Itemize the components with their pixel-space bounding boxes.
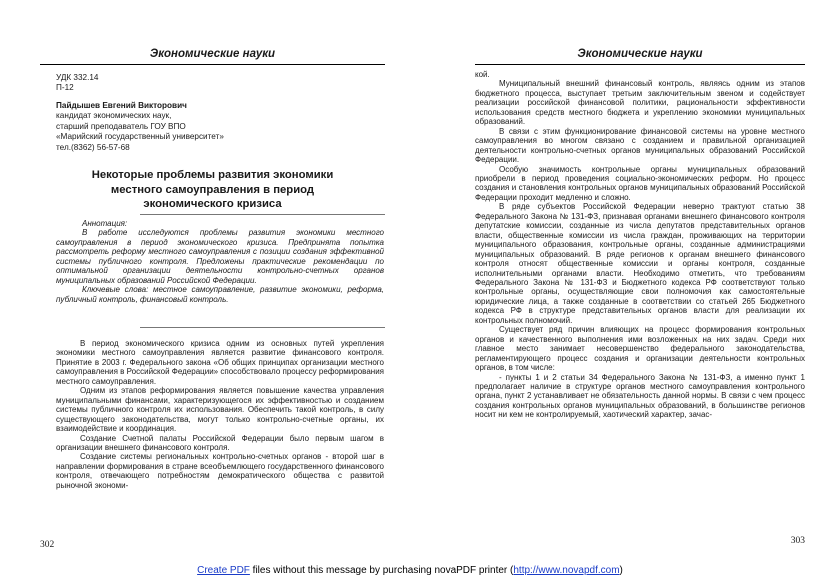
paragraph: Особую значимость контрольные органы муниципальных образований приобрели в период проведения социально-экономических реформ. Но процесс создания и становления контрольных органов муниципальных образований Российской Федерации проходит медленно и сложно. <box>475 164 805 202</box>
paragraph: Одним из этапов реформирования является повышение качества управления муниципальными финансами, характеризующегося их эффективностью и созданием системы публичного контроля их использования. Обеспечить такой контроль, в силу существующего законодательства, могут только контрольно-счетные органы, их взаимодействие и координация. <box>56 386 384 434</box>
paragraph: В связи с этим функционирование финансовой системы на уровне местного самоуправления во многом связано с созданием и правильной организацией деятельности контрольно-счетных органов муниципальных образований Российской Федерации. <box>475 126 805 165</box>
author-block <box>56 101 224 153</box>
author-university: «Марийский государственный университет» <box>56 132 224 142</box>
page-number-left: 302 <box>40 540 55 550</box>
paragraph: Создание системы региональных контрольно-счетных органов - второй шаг в направлении формирования в стране всеобъемлющего государственного финансового контроля, отвечающего потребностям демократического общества с развитой рыночной экономи- <box>56 452 384 490</box>
abstract-rule-top <box>140 214 385 215</box>
page-number-right: 303 <box>790 536 805 546</box>
abstract-block <box>56 219 384 304</box>
right-running-header: Экономические науки <box>577 48 703 60</box>
paragraph: - пункты 1 и 2 статьи 34 Федерального Закона № 131-ФЗ, а именно пункт 1 предполагает наличие в структуре органов местного самоуправления контрольного органа, пункт 2 устанавливает не обязательность данной нормы. В связи с чем процесс создания контрольных органов муниципальных образований, в большинстве регионов носит ни кем не контролируемый, хаотический характер, зачас- <box>475 372 805 420</box>
pdf-watermark-footer <box>0 565 820 576</box>
keywords: Ключевые слова: местное самоуправление, развитие экономики, реформа, публичный контроль, финансовый контроль. <box>56 285 384 304</box>
author-position: старший преподаватель ГОУ ВПО <box>56 121 186 131</box>
article-codes <box>56 73 98 94</box>
paragraph: Существует ряд причин влияющих на процесс формирования контрольных органов и качественного выполнения ими возложенных на них задач. Среди них главное место занимает несовершенство федерального законодательства, регламентирующего процесс создания и организации деятельности контрольных органов, в том числе: <box>475 325 805 373</box>
author-degree: кандидат экономических наук, <box>56 111 172 121</box>
article-title <box>70 168 355 212</box>
author-phone: тел.(8362) 56-57-68 <box>56 142 130 152</box>
create-pdf-link[interactable]: Create PDF <box>197 565 250 576</box>
abstract-text: В работе исследуются проблемы развития экономики местного самоуправления в период экономического кризиса. Предпринята попытка рассмотреть реформу местного самоуправления с позиции создания эффективной системы публичного контроля. Предложены практические рекомендации по оптимальной организации деятельности контрольно-счетных органов муниципальных образований Российской Федерации. <box>56 228 384 285</box>
udk-code: УДК 332.14 <box>56 73 99 82</box>
article-code: П-12 <box>56 83 74 93</box>
paragraph: Создание Счетной палаты Российской Федерации было первым шагом в организации внешнего финансового контроля. <box>56 433 384 452</box>
left-page <box>40 0 385 552</box>
novapdf-link[interactable]: http://www.novapdf.com <box>513 565 620 576</box>
paragraph: В период экономического кризиса одним из основных путей укрепления экономики местного самоуправления является развитие финансового контроля. Принятие в 2003 г. Федерального закона «Об общих принципах организации местного самоуправления в Российской Федерации» способствовало процессу реформирования местного самоуправления. <box>56 339 384 386</box>
continuation-text: кой. <box>475 70 490 79</box>
footer-end: ) <box>619 565 623 576</box>
abstract-label: Аннотация: <box>82 219 128 228</box>
right-body-text <box>475 70 805 420</box>
title-line: местного самоуправления в период <box>110 183 315 196</box>
left-running-header: Экономические науки <box>149 48 276 60</box>
footer-text: files without this message by purchasing novaPDF printer ( <box>249 565 514 576</box>
left-header-rule <box>40 64 385 65</box>
right-header-rule <box>475 64 805 65</box>
title-line: экономического кризиса <box>143 198 282 210</box>
abstract-rule-bottom <box>140 327 385 328</box>
paragraph: В ряде субъектов Российской Федерации неверно трактуют статью 38 Федерального Закона № 131-ФЗ, признавая органами внешнего финансового контроля депутатские комиссии, созданные из числа депутатов представительных органов власти, общественные комиссии из числа граждан, проживающих на территории муниципального образования, контрольные органы, созданные администрациями муниципальных образований. В ряде регионов к органам внешнего финансового контроля относят общественные комиссии и органы контроля, созданные исполнительными органами власти. Необходимо отметить, что требованиям Федерального Закона № 131-ФЗ и Бюджетного кодекса РФ соответствуют только контрольные органы, осуществляющие свои полномочия как самостоятельные юридические лица, а также созданные в соответствии со статьей 265 Бюджетного кодекса РФ в структуре представительных органов власти для реализации их контрольных полномочий. <box>475 202 805 325</box>
paragraph: Муниципальный внешний финансовый контроль, являясь одним из этапов бюджетного процесса, выступает третьим заключительным звеном и содействует реализации российской финансовой политики, рациональности эффективности использования средств местного бюджета и укреплению экономики муниципальных образований. <box>475 79 805 127</box>
right-page <box>475 0 805 552</box>
title-line: Некоторые проблемы развития экономики <box>91 169 334 181</box>
left-body-text <box>56 339 384 490</box>
author-name: Пайдышев Евгений Викторович <box>56 101 187 110</box>
